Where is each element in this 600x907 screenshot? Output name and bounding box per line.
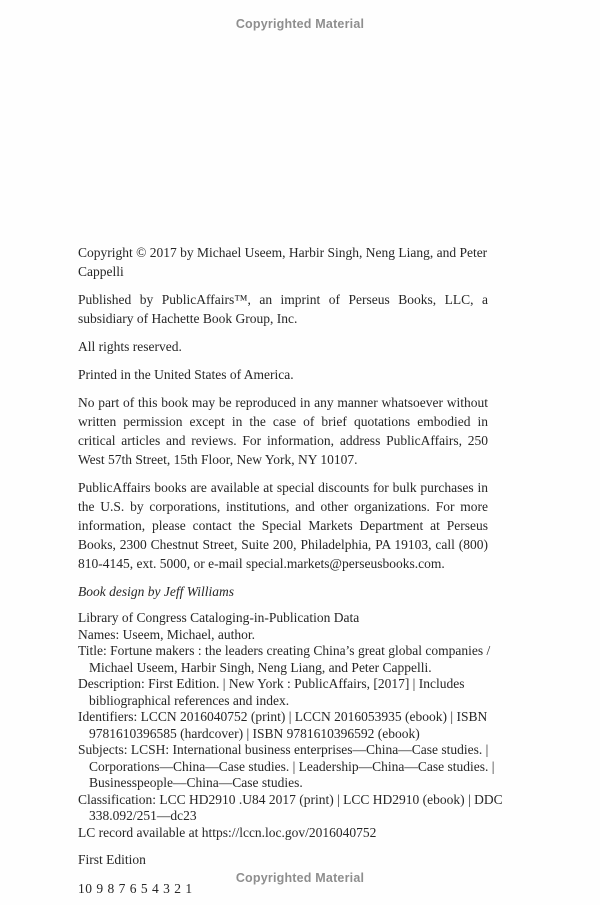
permission-paragraph: No part of this book may be reproduced in any manner whatsoever without written permission except in the case of brief quotations embodied in critical articles and reviews. For information, address PublicAffairs, 250 West 57th Street, 15th Floor, New York, NY 10107. — [78, 395, 488, 467]
copyright-line: Copyright © 2017 by Michael Useem, Harbir Singh, Neng Liang, and Peter Cappelli — [78, 245, 488, 279]
cip-line: Description: First Edition. | New York : PublicAffairs, [2017] | Includes — [78, 676, 465, 691]
cip-line: Michael Useem, Harbir Singh, Neng Liang, and Peter Cappelli. — [89, 659, 432, 675]
publisher-paragraph: Published by PublicAffairs™, an imprint of Perseus Books, LLC, a subsidiary of Hachette Book Group, Inc. — [78, 292, 488, 326]
colophon-text-column — [78, 243, 503, 907]
cip-line: bibliographical references and index. — [89, 692, 290, 708]
cip-line: Classification: LCC HD2910 .U84 2017 (print) | LCC HD2910 (ebook) | DDC — [78, 791, 503, 807]
cip-line: Corporations—China—Case studies. | Leadership—China—Case studies. | — [89, 758, 495, 774]
book-design-credit: Book design by Jeff Williams — [78, 584, 234, 599]
cip-line: Library of Congress Cataloging-in-Publication Data — [78, 610, 360, 625]
copyrighted-material-watermark-bottom: Copyrighted Material — [235, 871, 365, 885]
cip-line: Identifiers: LCCN 2016040752 (print) | LCCN 2016053935 (ebook) | ISBN — [78, 709, 488, 724]
cip-line: 338.092/251—dc23 — [89, 808, 197, 823]
cip-line: Businesspeople—China—Case studies. — [89, 775, 303, 790]
edition-line: First Edition — [78, 852, 146, 867]
cip-line: 9781610396585 (hardcover) | ISBN 9781610396592 (ebook) — [89, 725, 420, 741]
bulk-sales-paragraph: PublicAffairs books are available at special discounts for bulk purchases in the U.S. by corporations, institutions, and other organizations. For more information, please contact the Special Markets Department at Perseus Books, 2300 Chestnut Street, Suite 200, Philadelphia, PA 19103, call (800) 810-4145, ext. 5000, or e-mail special.markets@perseusbooks.com. — [78, 480, 488, 571]
cip-line: Names: Useem, Michael, author. — [78, 626, 255, 642]
cip-line: Title: Fortune makers : the leaders creating China’s great global companies / — [78, 643, 491, 658]
cip-block — [78, 610, 503, 841]
rights-reserved-line: All rights reserved. — [78, 339, 182, 354]
printed-in-usa-line: Printed in the United States of America. — [78, 367, 294, 382]
printers-key: 10 9 8 7 6 5 4 3 2 1 — [78, 881, 193, 896]
cip-line: Subjects: LCSH: International business enterprises—China—Case studies. | — [78, 742, 489, 757]
copyrighted-material-watermark-top: Copyrighted Material — [235, 17, 365, 31]
cip-line: LC record available at https://lccn.loc.gov/2016040752 — [78, 824, 377, 840]
